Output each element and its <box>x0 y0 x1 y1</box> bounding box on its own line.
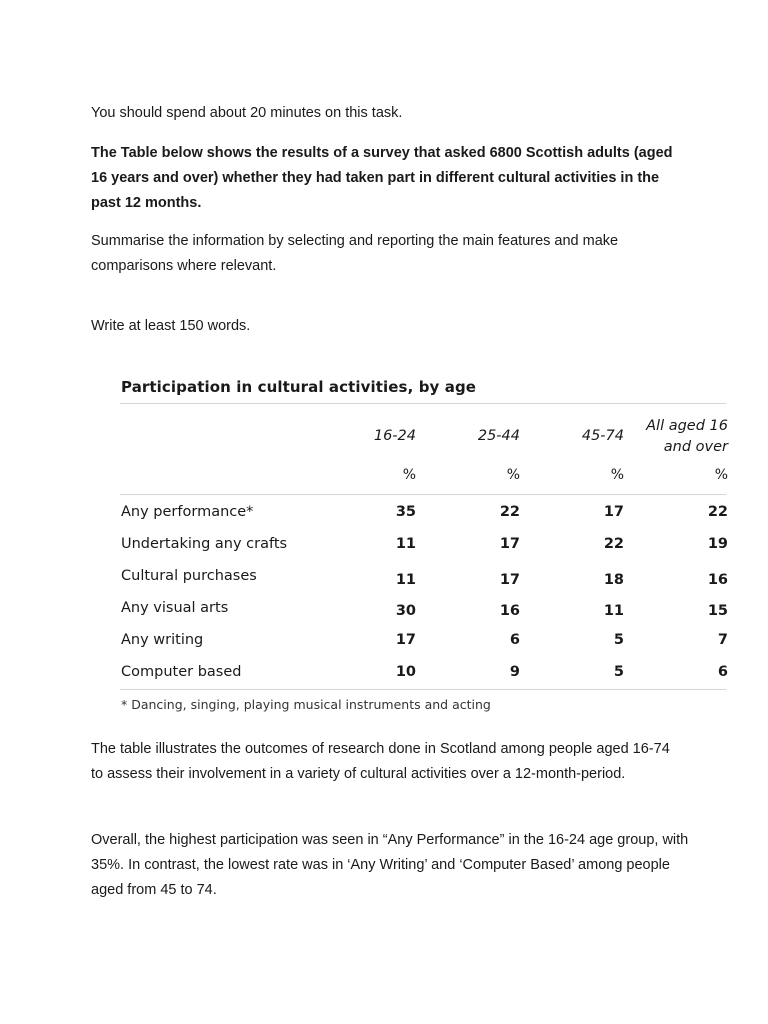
cell-value: 5 <box>613 632 624 648</box>
unit-16-24: % <box>402 467 416 483</box>
cell-value: 11 <box>603 603 624 619</box>
cell-value: 5 <box>613 664 624 680</box>
col-header-all-aged: All aged 16 and over <box>646 418 728 455</box>
answer-paragraph-intro: The table illustrates the outcomes of research done in Scotland among people aged 16-74 to assess their involvement in a variety of cultural activities over a 12-month-period. <box>91 741 670 782</box>
cell-value: 22 <box>499 504 520 520</box>
cell-value: 19 <box>707 536 728 552</box>
col-header-16-24: 16-24 <box>373 428 416 444</box>
task-summary-instruction: Summarise the information by selecting and reporting the main features and make comparisons where relevant. <box>91 233 619 274</box>
cell-value: 18 <box>603 572 624 588</box>
cell-value: 17 <box>603 504 624 520</box>
task-prompt: The Table below shows the results of a survey that asked 6800 Scottish adults (aged 16 years and over) whether they had taken part in different cultural activities in the past 12 months. <box>91 145 673 211</box>
unit-45-74: % <box>610 467 624 483</box>
unit-25-44: % <box>506 467 520 483</box>
row-label: Any performance* <box>121 504 254 520</box>
table-header-rule <box>120 494 726 495</box>
cell-value: 22 <box>603 536 624 552</box>
row-label: Any visual arts <box>121 600 229 616</box>
cell-value: 10 <box>395 664 416 680</box>
cell-value: 6 <box>717 664 728 680</box>
table-bottom-rule <box>120 689 726 690</box>
col-header-45-74: 45-74 <box>581 428 624 444</box>
answer-paragraph-overview: Overall, the highest participation was seen in “Any Performance” in the 16-24 age group, with 35%. In contrast, the lowest rate was in ‘Any Writing’ and ‘Computer Based’ among people aged from 45 to 74. <box>91 832 689 898</box>
cell-value: 15 <box>707 603 728 619</box>
cell-value: 6 <box>509 632 520 648</box>
cell-value: 7 <box>717 632 728 648</box>
unit-all-aged: % <box>714 467 728 483</box>
cell-value: 11 <box>395 536 416 552</box>
cell-value: 16 <box>707 572 728 588</box>
row-label: Computer based <box>121 664 242 680</box>
participation-table <box>120 370 728 722</box>
cell-value: 9 <box>509 664 520 680</box>
cell-value: 17 <box>499 572 520 588</box>
cell-value: 11 <box>395 572 416 588</box>
word-count-instruction: Write at least 150 words. <box>91 318 251 334</box>
table-top-rule <box>120 403 726 404</box>
cell-value: 16 <box>499 603 520 619</box>
cell-value: 22 <box>707 504 728 520</box>
cell-value: 17 <box>395 632 416 648</box>
row-label: Any writing <box>121 632 204 648</box>
row-label: Undertaking any crafts <box>121 536 288 552</box>
cell-value: 17 <box>499 536 520 552</box>
table-footnote: * Dancing, singing, playing musical instruments and acting <box>121 697 491 712</box>
col-header-25-44: 25-44 <box>477 428 520 444</box>
cell-value: 30 <box>395 603 416 619</box>
table-title: Participation in cultural activities, by age <box>121 378 477 396</box>
cell-value: 35 <box>395 504 416 520</box>
task-time-instruction: You should spend about 20 minutes on this task. <box>91 105 403 121</box>
row-label: Cultural purchases <box>121 568 257 584</box>
